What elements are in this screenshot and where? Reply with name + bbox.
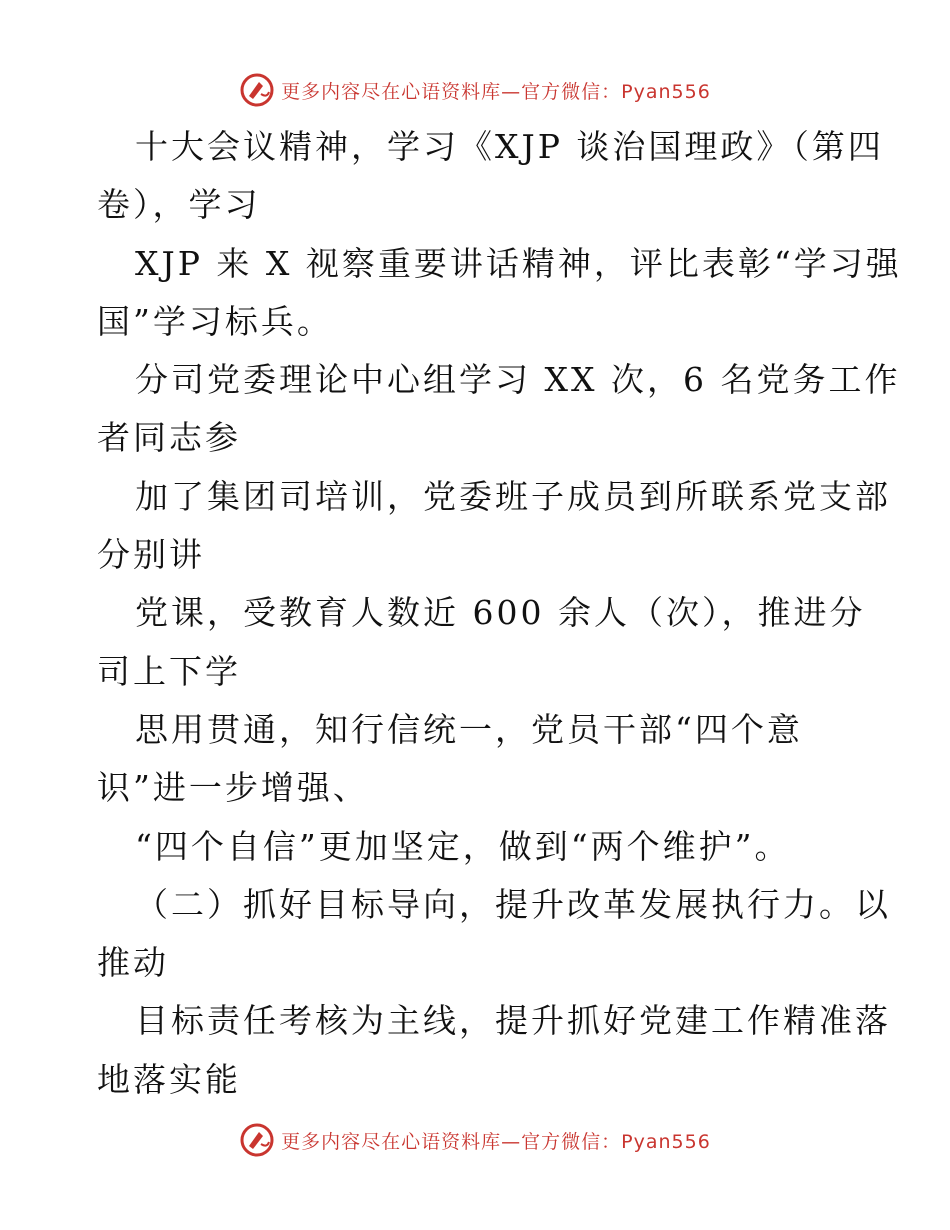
header-banner-text: 更多内容尽在心语资料库—官方微信：Pyan556 — [281, 80, 711, 103]
text-line: 卷），学习 — [97, 185, 261, 225]
text-line: 加了集团司培训，党委班子成员到所联系党支部 — [135, 476, 891, 516]
text-line: 十大会议精神，学习《XJP 谈治国理政》（第四 — [135, 127, 884, 166]
text-line: 党课，受教育人数近 600 余人（次），推进分 — [135, 593, 866, 633]
header-banner — [0, 70, 950, 110]
text-line: 国”学习标兵。 — [97, 301, 333, 341]
text-line: 思用贯通，知行信统一，党员干部“四个意 — [135, 709, 803, 749]
text-line: “四个自信”更加坚定，做到“两个维护”。 — [135, 826, 791, 866]
brand-logo-icon — [239, 72, 275, 108]
text-line: 者同志参 — [97, 418, 241, 458]
text-line: 识”进一步增强、 — [97, 768, 369, 808]
brand-logo-icon — [239, 1122, 275, 1158]
footer-banner-text: 更多内容尽在心语资料库—官方微信：Pyan556 — [281, 1130, 711, 1153]
body-text — [97, 118, 902, 1109]
text-line: 分司党委理论中心组学习 XX 次，6 名党务工作 — [135, 360, 901, 400]
text-line: 地落实能 — [97, 1059, 241, 1099]
footer-banner — [0, 1120, 950, 1160]
text-line: （二）抓好目标导向，提升改革发展执行力。以 — [135, 884, 891, 924]
text-line: 分别讲 — [97, 535, 205, 575]
text-line: 推动 — [97, 943, 169, 983]
text-line: XJP 来 X 视察重要讲话精神，评比表彰“学习强 — [135, 243, 902, 283]
text-line: 目标责任考核为主线，提升抓好党建工作精准落 — [135, 1001, 891, 1041]
text-line: 司上下学 — [97, 651, 241, 691]
